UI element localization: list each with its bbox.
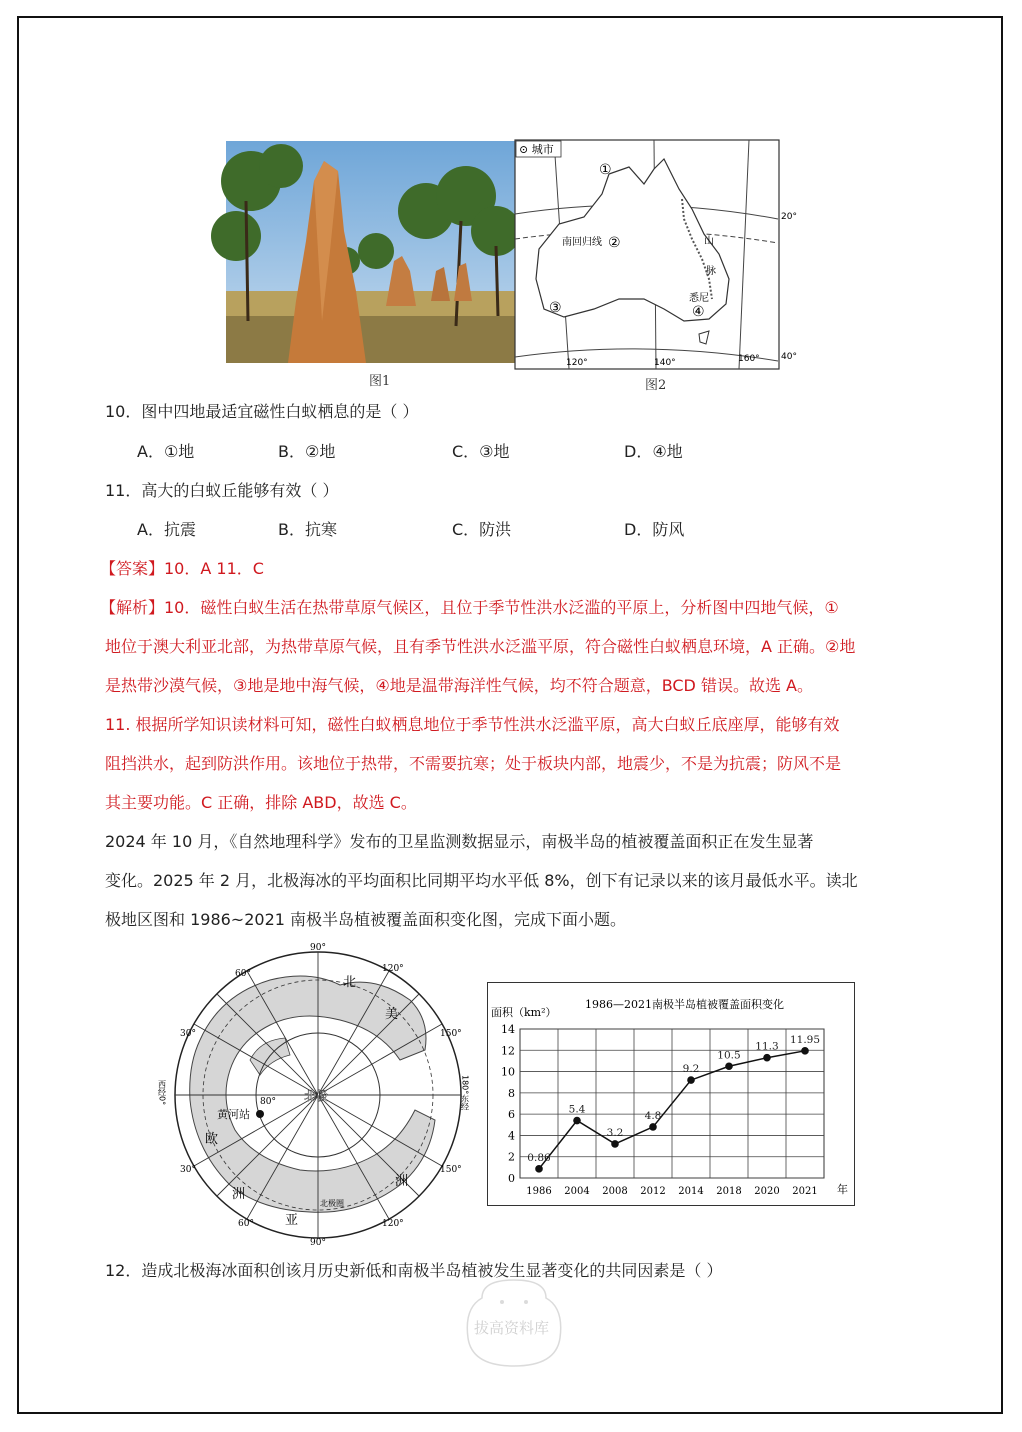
q10-option-d: D．④地: [624, 442, 683, 461]
analysis-line-5: 阻挡洪水，起到防洪作用。该地位于热带，不需要抗寒；处于板块内部，地震少，不是为抗震；防风不是: [105, 754, 842, 773]
x-tick-label: 2012: [640, 1186, 666, 1197]
passage-line-2: 变化。2025 年 2 月，北极海冰的平均面积比同期平均水平低 8%，创下有记录以来的该月最低水平。读北: [105, 871, 858, 890]
y-tick-label: 8: [508, 1086, 515, 1100]
passage-line-3: 极地区图和 1986~2021 南极半岛植被覆盖面积变化图，完成下面小题。: [105, 910, 627, 929]
north-america-label-1: 北: [343, 975, 357, 990]
eurasia-label-2: 洲: [232, 1187, 246, 1202]
data-point: [611, 1140, 619, 1148]
x-tick-label: 2008: [602, 1186, 628, 1197]
analysis-line-6: 其主要功能。C 正确，排除 ABD，故选 C。: [105, 793, 417, 812]
lat-20: 20°: [781, 212, 797, 222]
answer-line: 【答案】10．A 11．C: [100, 559, 264, 578]
y-tick-label: 6: [508, 1108, 515, 1122]
data-label: 5.4: [568, 1103, 586, 1116]
data-point: [573, 1117, 581, 1125]
chart-ylabel: 面积（km²）: [491, 1006, 557, 1019]
meridian-30-bottom: 30°: [180, 1165, 196, 1175]
arctic-circle-label: 北极圈: [320, 1199, 344, 1208]
termite-mound-photo: [226, 141, 516, 363]
analysis-line-3: 是热带沙漠气候，③地是地中海气候，④地是温带海洋性气候，均不符合题意，BCD 错误。故选 A。: [105, 676, 813, 695]
question-11: 11．高大的白蚁丘能够有效（ ）: [105, 481, 339, 500]
y-tick-label: 14: [501, 1023, 515, 1036]
data-label: 0.86: [527, 1151, 551, 1164]
meridian-120-bottom: 120°: [382, 1219, 404, 1229]
q11-option-d: D．防风: [624, 520, 685, 539]
analysis-line-2: 地位于澳大利亚北部，为热带草原气候，且有季节性洪水泛滥平原，符合磁性白蚁栖息环境，A 正确。②地: [105, 637, 856, 656]
lon-120: 120°: [566, 358, 588, 368]
eurasia-label-1: 欧: [205, 1132, 219, 1147]
data-label: 11.95: [789, 1033, 821, 1046]
marker-3: ③: [549, 300, 562, 316]
q11-option-c: C．防洪: [452, 520, 512, 539]
q10-option-a: A．①地: [137, 442, 195, 461]
asia-label: 亚: [285, 1213, 299, 1228]
data-point: [801, 1047, 809, 1055]
meridian-60-bottom: 60°: [238, 1219, 254, 1229]
data-label: 3.2: [606, 1126, 624, 1139]
watermark-text: 拔高资料库: [474, 1319, 550, 1337]
marker-2: ②: [608, 235, 621, 251]
y-tick-label: 12: [501, 1044, 515, 1058]
pole-label: 北极: [304, 1089, 329, 1103]
data-label: 11.3: [755, 1040, 779, 1053]
chart-xlabel: 年: [837, 1183, 848, 1196]
data-point: [763, 1054, 771, 1062]
watermark-logo: [452, 1278, 576, 1370]
x-tick-label: 2018: [716, 1186, 742, 1197]
x-tick-label: 2014: [678, 1186, 704, 1197]
x-tick-label: 2004: [564, 1186, 590, 1197]
data-label: 10.5: [717, 1049, 741, 1062]
arctic-map: [157, 940, 480, 1248]
city-label: 悉尼: [689, 293, 709, 304]
q11-option-b: B．抗寒: [278, 520, 337, 539]
data-label: 4.8: [644, 1109, 662, 1122]
data-point: [535, 1165, 543, 1173]
marker-1: ①: [599, 162, 612, 178]
passage-line-1: 2024 年 10 月，《自然地理科学》发布的卫星监测数据显示，南极半岛的植被覆盖面积正在发生显著: [105, 832, 814, 851]
vegetation-area-chart: [487, 982, 855, 1206]
north-america-label-3: 洲: [395, 1174, 409, 1189]
data-point: [725, 1062, 733, 1070]
marker-4: ④: [692, 304, 705, 320]
meridian-90-bottom: 90°: [310, 1238, 326, 1248]
data-label: 9.2: [682, 1063, 700, 1076]
meridian-150-top: 150°: [440, 1029, 462, 1039]
lat-40: 40°: [781, 352, 797, 362]
meridian-120-top: 120°: [382, 964, 404, 974]
lat-80-label: 80°: [260, 1097, 276, 1107]
question-10: 10．图中四地最适宜磁性白蚁栖息的是（ ）: [105, 402, 419, 421]
north-america-label-2: 美: [385, 1007, 399, 1022]
y-tick-label: 0: [508, 1172, 515, 1185]
y-tick-label: 2: [508, 1150, 515, 1164]
q10-option-b: B．②地: [278, 442, 336, 461]
x-tick-label: 1986: [526, 1186, 552, 1197]
data-point: [687, 1076, 695, 1084]
analysis-line-4: 11. 根据所学知识读材料可知，磁性白蚁栖息地位于季节性洪水泛滥平原，高大白蚁丘底座厚，能够有效: [105, 715, 840, 734]
tropic-label: 南回归线: [562, 237, 602, 248]
x-tick-label: 2020: [754, 1186, 780, 1197]
data-point: [649, 1123, 657, 1131]
mountain-label-2: 脉: [706, 266, 716, 277]
meridian-60-top: 60°: [235, 969, 251, 979]
meridian-30-top: 30°: [180, 1029, 196, 1039]
lon-160: 160°: [738, 354, 760, 364]
y-tick-label: 4: [508, 1129, 515, 1143]
west-label: 西经0°: [157, 1080, 167, 1106]
fig2-caption: 图2: [645, 378, 667, 393]
fig1-caption: 图1: [369, 374, 391, 389]
question-12: 12．造成北极海冰面积创该月历史新低和南极半岛植被发生显著变化的共同因素是（ ）: [105, 1261, 723, 1280]
station-label: 黄河站: [217, 1108, 250, 1121]
q11-option-a: A．抗震: [137, 520, 196, 539]
east-label: 180°东经: [460, 1075, 470, 1111]
map-legend: ⊙ 城市: [519, 143, 554, 156]
meridian-150-bottom: 150°: [440, 1165, 462, 1175]
australia-map: [514, 139, 804, 371]
lon-140: 140°: [654, 358, 676, 368]
analysis-line-1: 【解析】10．磁性白蚁生活在热带草原气候区，且位于季节性洪水泛滥的平原上，分析图中四地气候，①: [100, 598, 839, 617]
mountain-label-1: 山: [704, 236, 714, 247]
meridian-90-top: 90°: [310, 943, 326, 953]
q10-option-c: C．③地: [452, 442, 510, 461]
y-tick-label: 10: [501, 1065, 515, 1079]
chart-title: 1986—2021南极半岛植被覆盖面积变化: [585, 998, 784, 1011]
x-tick-label: 2021: [792, 1186, 818, 1197]
